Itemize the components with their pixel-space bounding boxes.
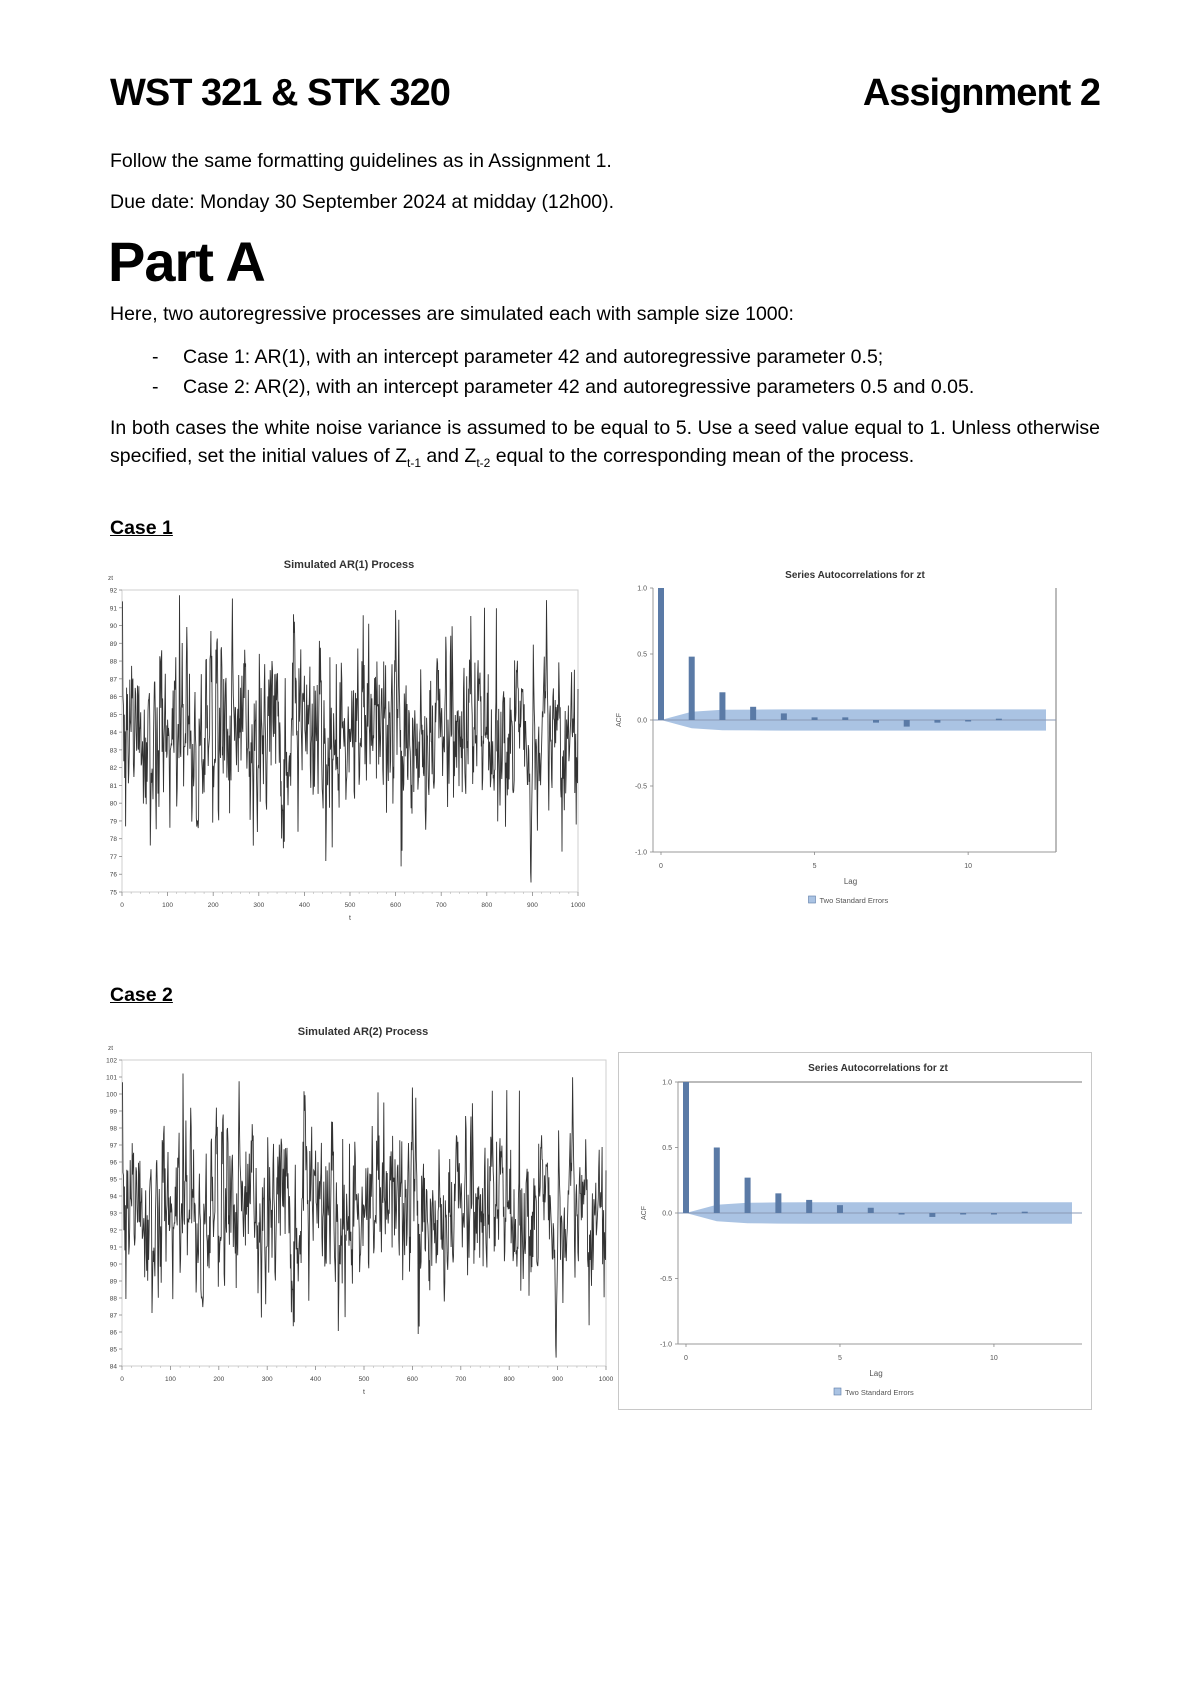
y-tick-label: 82 <box>109 765 117 773</box>
case-1-heading: Case 1 <box>110 517 173 539</box>
y-axis-label: zt <box>108 1045 114 1052</box>
x-tick-label: 500 <box>358 1376 370 1383</box>
y-tick-label: 84 <box>109 729 117 737</box>
y-tick-label: 97 <box>109 1142 117 1150</box>
part-a-heading: Part A <box>108 230 265 293</box>
y-tick-label: 100 <box>106 1091 117 1099</box>
acf-bar <box>658 588 664 720</box>
y-tick-label: 0.0 <box>662 1210 672 1218</box>
y-tick-label: 85 <box>109 711 117 719</box>
x-tick-label: 100 <box>164 1376 176 1383</box>
y-tick-label: 85 <box>109 1346 117 1354</box>
y-tick-label: 102 <box>106 1057 117 1065</box>
x-tick-label: 400 <box>310 1376 322 1383</box>
y-tick-label: 89 <box>109 1278 117 1286</box>
x-tick-label: 400 <box>298 902 310 909</box>
x-tick-label: 1000 <box>570 902 586 909</box>
acf-bar <box>683 1082 689 1213</box>
x-tick-label: 200 <box>207 902 219 909</box>
y-tick-label: 1.0 <box>662 1079 672 1087</box>
x-tick-label: 300 <box>253 902 265 909</box>
x-tick-label: 600 <box>390 902 402 909</box>
list-item: - Case 2: AR(2), with an intercept parameter 42 and autoregressive parameters 0.5 and 0.05. <box>152 376 975 398</box>
chart-title: Simulated AR(2) Process <box>297 1026 429 1038</box>
y-tick-label: 80 <box>109 800 117 808</box>
legend-label: Two Standard Errors <box>845 1388 914 1397</box>
y-tick-label: 87 <box>109 676 117 684</box>
y-tick-label: 88 <box>109 1295 117 1303</box>
x-tick-label: 800 <box>481 902 493 909</box>
assumptions-paragraph: In both cases the white noise variance is assumed to be equal to 5. Use a seed value equal to 1. Unless otherwise specified, set the initial values of $Z_{t-1}$ and $Z_{t-2}$ equal to the corresponding mean of the process. <box>110 417 1100 470</box>
x-tick-label: 500 <box>344 902 356 909</box>
acf-bar <box>899 1213 905 1215</box>
y-tick-label: 94 <box>109 1193 117 1201</box>
x-tick-label: 700 <box>435 902 447 909</box>
part-a-intro: Here, two autoregressive processes are simulated each with sample size 1000: <box>110 303 794 325</box>
x-tick-label: 200 <box>213 1376 225 1383</box>
y-tick-label: 96 <box>109 1159 117 1167</box>
document-header <box>110 72 1100 122</box>
x-tick-label: 0 <box>120 902 124 909</box>
y-tick-label: 76 <box>109 871 117 879</box>
y-tick-label: 81 <box>109 782 117 790</box>
acf-bar <box>745 1178 751 1213</box>
x-axis-label: t <box>363 1389 365 1396</box>
y-tick-label: 1.0 <box>637 585 647 593</box>
acf-bar <box>934 720 940 723</box>
x-tick-label: 900 <box>552 1376 564 1383</box>
y-tick-label: 84 <box>109 1363 117 1371</box>
x-tick-label: 900 <box>526 902 538 909</box>
acf-bar <box>719 692 725 720</box>
acf-bar <box>904 720 910 727</box>
y-tick-label: -1.0 <box>634 849 647 857</box>
x-tick-label: 300 <box>261 1376 273 1383</box>
course-title: WST 321 & STK 320 <box>110 72 450 114</box>
x-tick-label: 10 <box>964 863 973 870</box>
y-tick-label: 91 <box>109 1244 117 1252</box>
formatting-note: Follow the same formatting guidelines as in Assignment 1. <box>110 150 612 172</box>
y-tick-label: 89 <box>109 640 117 648</box>
y-tick-label: 88 <box>109 658 117 666</box>
ar2-acf-chart <box>618 1052 1092 1410</box>
x-axis-label: Lag <box>843 877 858 886</box>
x-tick-label: 0 <box>659 863 663 870</box>
y-tick-label: 83 <box>109 747 117 755</box>
list-item: - Case 1: AR(1), with an intercept parameter 42 and autoregressive parameter 0.5; <box>152 346 884 368</box>
y-tick-label: 0.0 <box>637 717 647 725</box>
y-tick-label: 98 <box>109 1125 117 1133</box>
legend-swatch <box>834 1388 841 1395</box>
acf-bar <box>868 1208 874 1213</box>
y-tick-label: 0.5 <box>662 1145 672 1152</box>
y-tick-label: 91 <box>109 605 117 613</box>
legend-swatch <box>809 896 816 903</box>
due-date: Due date: Monday 30 September 2024 at midday (12h00). <box>110 191 615 213</box>
y-axis-label: ACF <box>616 713 623 727</box>
ar2-series-chart <box>106 1022 616 1412</box>
y-tick-label: -1.0 <box>659 1341 672 1349</box>
x-tick-label: 1000 <box>598 1376 614 1383</box>
y-tick-label: -0.5 <box>634 783 647 791</box>
x-tick-label: 100 <box>162 902 174 909</box>
y-tick-label: 95 <box>109 1176 117 1184</box>
x-tick-label: 700 <box>455 1376 467 1383</box>
acf-bar <box>1022 1212 1028 1214</box>
acf-bar <box>689 657 695 720</box>
y-tick-label: 78 <box>109 836 117 844</box>
y-tick-label: 92 <box>109 1227 117 1235</box>
y-tick-label: 86 <box>109 1329 117 1337</box>
x-axis-label: Lag <box>869 1369 883 1378</box>
y-tick-label: 86 <box>109 694 117 702</box>
y-tick-label: 87 <box>109 1312 117 1320</box>
acf-bar <box>929 1213 935 1217</box>
legend-label: Two Standard Errors <box>819 896 889 905</box>
acf-bar <box>873 720 879 723</box>
chart-title: Simulated AR(1) Process <box>283 559 415 571</box>
acf-bar <box>960 1213 966 1215</box>
acf-bar <box>806 1200 812 1213</box>
y-axis-label: zt <box>108 575 114 582</box>
y-tick-label: 93 <box>109 1210 117 1218</box>
x-tick-label: 5 <box>812 863 817 870</box>
x-tick-label: 0 <box>684 1355 688 1362</box>
acf-bar <box>781 713 787 720</box>
acf-bar <box>842 717 848 720</box>
acf-bar <box>991 1213 997 1215</box>
x-tick-label: 10 <box>990 1355 998 1362</box>
y-tick-label: 99 <box>109 1108 117 1116</box>
y-axis-label: ACF <box>641 1206 648 1220</box>
acf-bar <box>965 720 971 722</box>
list-item-text: Case 1: AR(1), with an intercept parameter 42 and autoregressive parameter 0.5; <box>183 346 884 368</box>
y-tick-label: 90 <box>109 1261 117 1269</box>
x-tick-label: 5 <box>838 1355 842 1362</box>
list-item-text: Case 2: AR(2), with an intercept parameter 42 and autoregressive parameters 0.5 and 0.05. <box>183 376 975 398</box>
case-list <box>110 342 974 402</box>
chart-title: Series Autocorrelations for zt <box>808 1063 948 1074</box>
x-axis-label: t <box>349 915 351 922</box>
y-tick-label: 90 <box>109 623 117 631</box>
y-tick-label: 101 <box>106 1074 117 1082</box>
chart-title: Series Autocorrelations for zt <box>785 570 925 581</box>
x-tick-label: 600 <box>406 1376 418 1383</box>
case-2-heading: Case 2 <box>110 984 173 1006</box>
assignment-title: Assignment 2 <box>862 72 1100 114</box>
x-tick-label: 800 <box>503 1376 515 1383</box>
y-tick-label: -0.5 <box>659 1276 672 1283</box>
ar1-acf-chart <box>590 560 1068 920</box>
acf-bar <box>837 1205 843 1213</box>
y-tick-label: 0.5 <box>637 651 647 659</box>
y-tick-label: 75 <box>109 889 117 897</box>
chart-frame <box>619 1053 1092 1410</box>
acf-bar <box>750 707 756 720</box>
acf-bar <box>714 1148 720 1214</box>
acf-bar <box>775 1193 781 1213</box>
y-tick-label: 77 <box>109 853 117 861</box>
y-tick-label: 79 <box>109 818 117 826</box>
acf-bar <box>996 719 1002 721</box>
x-tick-label: 0 <box>120 1376 124 1383</box>
y-tick-label: 92 <box>109 587 117 595</box>
ar1-series-chart <box>108 555 588 922</box>
acf-bar <box>812 717 818 720</box>
